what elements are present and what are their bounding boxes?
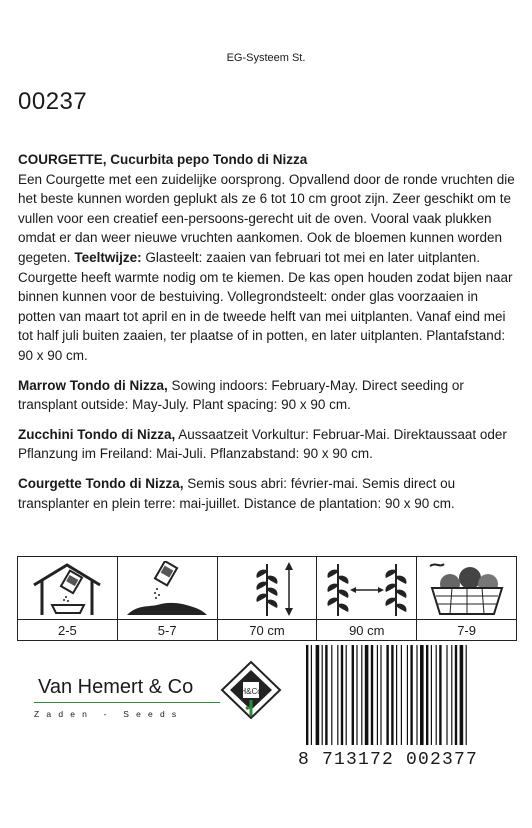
icon-label: 70 cm [249, 622, 285, 638]
icon-cell-plant-height [218, 557, 318, 640]
barcode-number: 8 713172 002377 [298, 750, 479, 770]
french-body: Semis sous abri: février-mai. Semis direct ou transplanter en plein terre: mai-juillet. Distance de plantation: 90 x 90 cm. [18, 475, 456, 511]
dutch-section [18, 150, 518, 366]
french-section [18, 474, 518, 513]
icon-label: 90 cm [349, 622, 385, 638]
brand-name: Van Hemert & Co [38, 676, 194, 698]
icon-label: 2-5 [58, 622, 77, 638]
icon-cell-direct-sowing [118, 557, 218, 640]
icon-cell-plant-spacing [317, 557, 417, 640]
icon-cell-harvest [417, 557, 516, 640]
dutch-body-2: Glasteelt: zaaien van februari tot mei en later uitplanten. Courgette heeft warmte nodig om te kiemen. De kas open houden zodat bijen naar binnen kunnen voor de bestuiving. Vollegrondsteelt: onder glas voorzaaien in potten van maart tot april en in de tweede helft van mei uitplanten. Vanaf eind mei tot half juli buiten zaaien, ter plaatse of in potten, en later uitplanten. Plantafstand: 90 x 90 cm. [18, 249, 513, 363]
teeltwijze-label: Teeltwijze: [74, 249, 142, 265]
english-section [18, 376, 518, 415]
product-code: 00237 [18, 88, 88, 115]
company-logo-icon [220, 660, 282, 720]
french-title: Courgette Tondo di Nizza, [18, 475, 184, 491]
german-body: Aussaatzeit Vorkultur: Februar-Mai. Direktaussaat oder Pflanzung im Freiland: Mai-Juli. Pflanzabstand: 90 x 90 cm. [18, 426, 507, 462]
description [18, 150, 518, 523]
system-label: EG-Systeem St. [226, 52, 306, 64]
logo-text: H&Co [240, 687, 262, 696]
sowing-under-glass-icon [28, 561, 106, 615]
plant-spacing-icon [324, 560, 410, 616]
german-title: Zucchini Tondo di Nizza, [18, 426, 176, 442]
harvest-basket-icon [426, 560, 508, 616]
dutch-body-1: Een Courgette met een zuidelijke oorsprong. Opvallend door de ronde vruchten die het beste kunnen worden geplukt als ze 6 tot 10 cm groot zijn. Zeer geschikt om te vullen voor een creatief een-persoons-gerecht uit de oven. Vooral vaak plukken omdat er dan weer nieuwe vruchten aankomen. Ook de bloemen kunnen worden gegeten. [18, 171, 515, 265]
english-body: Sowing indoors: February-May. Direct seeding or transplant outside: May-July. Plant spacing: 90 x 90 cm. [18, 377, 464, 413]
icon-label: 7-9 [457, 622, 476, 638]
english-title: Marrow Tondo di Nizza, [18, 377, 168, 393]
brand-tagline: Zaden - Seeds [34, 709, 184, 719]
brand-underline [34, 702, 220, 703]
german-section [18, 425, 518, 464]
plant-height-icon [237, 560, 297, 616]
cultivation-icons [17, 556, 517, 641]
barcode-icon [298, 645, 518, 748]
icon-label: 5-7 [157, 622, 177, 638]
direct-sowing-icon [127, 561, 207, 615]
icon-cell-sowing-under-glass [18, 557, 118, 640]
dutch-title: COURGETTE, Cucurbita pepo Tondo di Nizza [18, 152, 308, 167]
